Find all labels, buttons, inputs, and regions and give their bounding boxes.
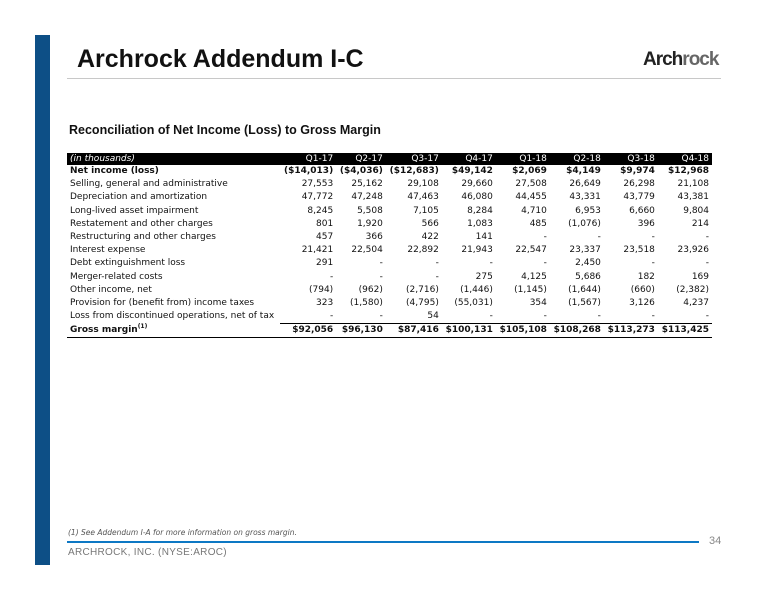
row-label: Gross margin$^{(1)}$ — [67, 324, 280, 338]
title-divider — [67, 78, 721, 79]
table-cell: (1,145) — [514, 284, 547, 295]
table-cell: 169 — [691, 271, 709, 282]
table-cell: (660) — [630, 284, 655, 295]
table-row — [67, 310, 712, 324]
table-cell: 366 — [365, 232, 383, 243]
row-label: Other income, net — [70, 284, 152, 295]
table-cell: - — [435, 258, 439, 269]
row-label: Interest expense — [70, 245, 146, 256]
table-cell: 27,553 — [301, 179, 334, 190]
table-cell: - — [651, 258, 655, 269]
table-cell: - — [543, 258, 547, 269]
table-cell: 5,686 — [575, 271, 601, 282]
table-cell: (1,076) — [568, 218, 601, 229]
row-label: Provision for (benefit from) income taxes — [70, 297, 255, 308]
row-label: Long-lived asset impairment — [70, 205, 199, 216]
column-header: Q4-17 — [442, 153, 496, 165]
table-cell: - — [280, 310, 336, 324]
table-cell: 3,126 — [629, 297, 655, 308]
table-cell: 396 — [637, 218, 655, 229]
table-cell: (55,031) — [454, 297, 493, 308]
page-number: 34 — [709, 535, 722, 547]
table-cell: (1,644) — [568, 284, 601, 295]
table-cell: 4,237 — [683, 297, 709, 308]
table-cell: - — [442, 310, 496, 324]
table-row — [67, 205, 712, 218]
table-cell: (2,716) — [406, 284, 439, 295]
table-cell: 6,660 — [629, 205, 655, 216]
row-label: Debt extinguishment loss — [70, 258, 186, 269]
table-cell: 29,108 — [407, 179, 439, 190]
table-row — [67, 244, 712, 257]
row-label: Restatement and other charges — [70, 218, 213, 229]
table-cell: $100,131 — [442, 324, 496, 338]
table-row — [67, 257, 712, 270]
table-cell: - — [543, 232, 547, 243]
table-cell: 9,804 — [683, 205, 709, 216]
footer-divider — [67, 541, 699, 543]
table-cell: $113,273 — [604, 324, 658, 338]
table-cell: - — [597, 232, 601, 243]
column-header: Q2-17 — [336, 153, 386, 165]
table-cell: 422 — [421, 232, 439, 243]
row-label: Loss from discontinued operations, net of tax — [70, 311, 275, 322]
table-cell: 4,710 — [521, 205, 547, 216]
table-cell: 6,953 — [575, 205, 601, 216]
table-cell: 8,284 — [467, 205, 493, 216]
table-cell: - — [550, 310, 604, 324]
table-cell: - — [379, 258, 383, 269]
table-cell: $92,056 — [280, 324, 336, 338]
table-row — [67, 231, 712, 244]
table-cell: 21,943 — [461, 245, 493, 256]
table-cell: (962) — [358, 284, 383, 295]
table-cell: 566 — [421, 218, 439, 229]
table-cell: 22,892 — [407, 245, 439, 256]
table-cell: - — [705, 232, 709, 243]
table-row — [67, 178, 712, 191]
table-subtitle: Reconciliation of Net Income (Loss) to Gross Margin — [69, 123, 381, 137]
table-cell: 23,926 — [677, 245, 709, 256]
column-header-label: (in thousands) — [67, 153, 280, 165]
table-cell: $96,130 — [336, 324, 386, 338]
table-row — [67, 284, 712, 297]
table-cell: (4,795) — [406, 297, 439, 308]
reconciliation-table — [67, 153, 712, 338]
table-cell: (1,580) — [350, 297, 383, 308]
table-cell: 457 — [316, 232, 334, 243]
table-cell: 4,125 — [521, 271, 547, 282]
table-cell: - — [705, 258, 709, 269]
row-label: Depreciation and amortization — [70, 192, 208, 203]
table-cell: 8,245 — [307, 205, 334, 216]
table-cell: 26,649 — [569, 179, 601, 190]
table-cell: 323 — [316, 297, 334, 308]
table-cell: 182 — [637, 271, 655, 282]
footnote: (1) See Addendum I-A for more information on gross margin. — [68, 528, 297, 537]
table-cell: 801 — [316, 218, 334, 229]
table-cell: 47,463 — [407, 192, 439, 203]
table-cell: $12,968 — [668, 166, 709, 177]
footer-company: ARCHROCK, INC. (NYSE:AROC) — [68, 547, 227, 558]
table-cell: 54 — [386, 310, 442, 324]
table-row — [67, 218, 712, 231]
table-cell: ($4,036) — [339, 166, 383, 177]
table-cell: 141 — [475, 232, 493, 243]
table-cell: - — [329, 271, 334, 282]
table-cell: 291 — [316, 258, 334, 269]
table-cell: 46,080 — [461, 192, 493, 203]
table-cell: 22,504 — [351, 245, 383, 256]
table-cell: 25,162 — [351, 179, 383, 190]
table-cell: - — [651, 232, 655, 243]
table-cell: 23,337 — [569, 245, 601, 256]
table-cell: 5,508 — [357, 205, 383, 216]
table-cell: - — [336, 310, 386, 324]
table-cell: 43,331 — [569, 192, 601, 203]
page-title: Archrock Addendum I-C — [77, 45, 364, 73]
table-cell: 7,105 — [413, 205, 439, 216]
column-header: Q1-18 — [496, 153, 550, 165]
column-header: Q2-18 — [550, 153, 604, 165]
table-cell: 214 — [691, 218, 709, 229]
table-cell: 27,508 — [515, 179, 547, 190]
table-cell: $113,425 — [658, 324, 712, 338]
table-cell: 26,298 — [623, 179, 655, 190]
table-header-row — [67, 153, 712, 165]
table-cell: ($12,683) — [389, 166, 439, 177]
table-cell: $9,974 — [620, 166, 655, 177]
column-header: Q1-17 — [280, 153, 336, 165]
row-label: Selling, general and administrative — [70, 179, 228, 190]
table-cell: (1,446) — [460, 284, 493, 295]
table-cell: $2,069 — [512, 166, 547, 177]
table-cell: 21,108 — [677, 179, 709, 190]
table-cell: 485 — [529, 218, 547, 229]
table-cell: 354 — [529, 297, 547, 308]
side-accent-bar — [35, 35, 50, 565]
table-cell: 43,779 — [623, 192, 655, 203]
table-cell: - — [435, 271, 439, 282]
table-cell: 22,547 — [515, 245, 547, 256]
table-cell: - — [604, 310, 658, 324]
table-row — [67, 191, 712, 204]
table-cell: - — [379, 271, 383, 282]
table-cell: $4,149 — [566, 166, 601, 177]
row-label: Restructuring and other charges — [70, 232, 216, 243]
column-header: Q3-17 — [386, 153, 442, 165]
table-cell: 47,248 — [351, 192, 383, 203]
table-cell: 29,660 — [461, 179, 493, 190]
table-cell: ($14,013) — [283, 166, 334, 177]
table-cell: 21,421 — [301, 245, 334, 256]
table-cell: (794) — [308, 284, 334, 295]
table-cell: 275 — [475, 271, 493, 282]
table-cell: 2,450 — [575, 258, 601, 269]
table-cell: 44,455 — [515, 192, 547, 203]
table-cell: - — [496, 310, 550, 324]
table-cell: (1,567) — [568, 297, 601, 308]
gross-margin-row — [67, 324, 712, 338]
table-cell: (2,382) — [676, 284, 709, 295]
table-cell: 47,772 — [301, 192, 334, 203]
table-cell: - — [658, 310, 712, 324]
table-row — [67, 271, 712, 284]
table-cell: 1,083 — [467, 218, 493, 229]
table-cell: - — [489, 258, 493, 269]
row-label: Net income (loss) — [70, 166, 159, 177]
table-row — [67, 165, 712, 178]
column-header: Q4-18 — [658, 153, 712, 165]
table-cell: $105,108 — [496, 324, 550, 338]
table-cell: $49,142 — [451, 166, 493, 177]
table-cell: $87,416 — [386, 324, 442, 338]
table-cell: 43,381 — [677, 192, 709, 203]
table-row — [67, 297, 712, 310]
table-cell: 1,920 — [357, 218, 383, 229]
column-header: Q3-18 — [604, 153, 658, 165]
table-cell: 23,518 — [623, 245, 655, 256]
table-cell: $108,268 — [550, 324, 604, 338]
archrock-logo: Archrock — [643, 49, 719, 70]
footnote-marker: (1) — [137, 323, 148, 331]
row-label: Merger-related costs — [70, 271, 163, 282]
